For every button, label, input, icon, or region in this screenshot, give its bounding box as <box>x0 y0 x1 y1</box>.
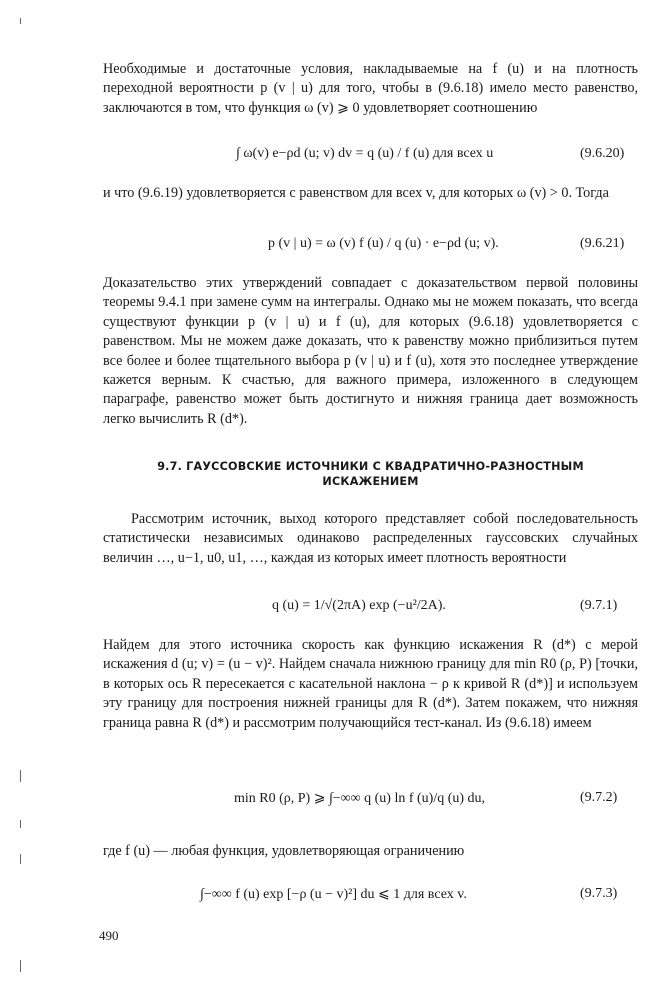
margin-mark <box>20 854 21 864</box>
equation-9-7-3: ∫−∞∞ f (u) exp [−ρ (u − v)²] du ⩽ 1 для всех v. <box>200 887 467 902</box>
equation-9-6-20: ∫ ω(v) e−ρd (u; v) dv = q (u) / f (u) для всех u <box>236 146 494 161</box>
equation-number-9-6-20: (9.6.20) <box>580 146 625 161</box>
page-number: 490 <box>99 928 119 943</box>
section-heading-line1: 9.7. ГАУССОВСКИЕ ИСТОЧНИКИ С КВАДРАТИЧНО-РАЗНОСТНЫМ <box>157 460 584 473</box>
section-heading-line2: ИСКАЖЕНИЕМ <box>322 475 419 488</box>
margin-mark <box>20 770 21 782</box>
paragraph-proof: Доказательство этих утверждений совпадает с доказательством первой половины теоремы 9.4.1 при замене сумм на интегралы. Однако мы не можем показать, что всегда существуют функции p (v | u) и f (u), для которых (9.6.18) удовлетворяется с равенством. Мы не можем даже доказать, что к равенству можно приблизиться путем все более и более тщательного выбора p (v | u) и f (u), хотя это последнее утверждение кажется верным. К счастью, для важного примера, изложенного в следующем параграфе, равенство может быть достигнуто и нижняя граница дает возможность легко вычислить R (d*). <box>103 275 638 427</box>
equation-9-7-1: q (u) = 1/√(2πA) exp (−u²/2A). <box>272 598 446 613</box>
equation-9-6-21: p (v | u) = ω (v) f (u) / q (u) · e−ρd (u; v). <box>268 236 499 251</box>
paragraph-source: Рассмотрим источник, выход которого представляет собой последовательность статистически независимых одинаково распределенных гауссовских случайных величин …, u−1, u0, u1, …, каждая из которых имеет плотность вероятности <box>103 511 638 566</box>
paragraph-constraint: где f (u) — любая функция, удовлетворяющая ограничению <box>103 843 465 859</box>
section-heading <box>103 459 638 489</box>
equation-number-9-7-1: (9.7.1) <box>580 598 618 613</box>
equation-9-7-2: min R0 (ρ, P) ⩾ ∫−∞∞ q (u) ln f (u)/q (u) du, <box>234 791 486 806</box>
margin-mark <box>20 820 21 828</box>
equation-number-9-6-21: (9.6.21) <box>580 236 625 251</box>
paragraph-then: и что (9.6.19) удовлетворяется с равенством для всех v, для которых ω (v) > 0. Тогда <box>103 185 609 201</box>
paragraph-rate-distortion: Найдем для этого источника скорость как функцию искажения R (d*) с мерой искажения d (u; v) = (u − v)². Найдем сначала нижнюю границу для min R0 (ρ, P) [точки, в которых ось R пересекается с касательной наклона − ρ к кривой R (d*)] и используем эту границу для построения нижней границы для R (d*). Затем покажем, что нижняя граница равна R (d*) и рассмотрим получающийся тест-канал. Из (9.6.18) имеем <box>103 637 638 731</box>
paragraph-conditions: Необходимые и достаточные условия, накладываемые на f (u) и на плотность переходной вероятности p (v | u) для того, чтобы в (9.6.18) имело место равенство, заключаются в том, что функция ω (v) ⩾ 0 удовлетворяет соотношению <box>103 61 638 116</box>
margin-mark <box>20 960 21 972</box>
margin-mark <box>20 18 21 24</box>
equation-number-9-7-2: (9.7.2) <box>580 790 618 805</box>
equation-number-9-7-3: (9.7.3) <box>580 886 618 901</box>
